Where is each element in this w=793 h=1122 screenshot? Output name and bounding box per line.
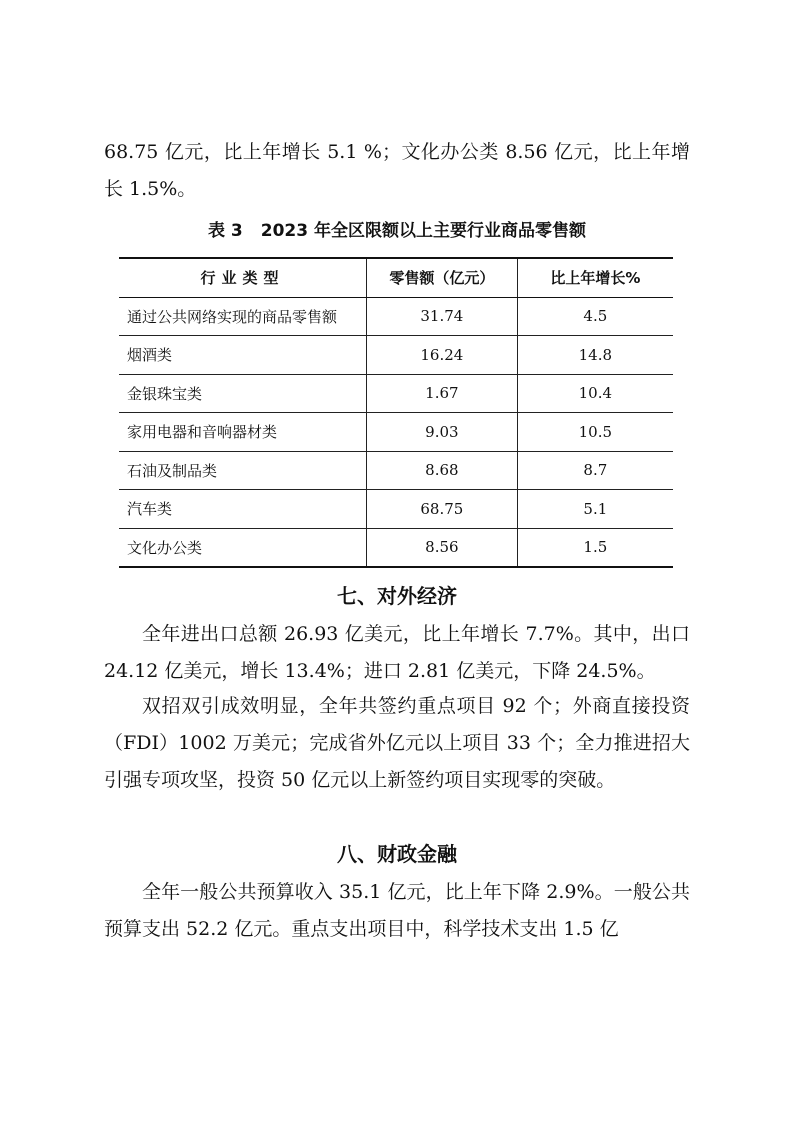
- foreign-trade-paragraph: 全年进出口总额 26.93 亿美元，比上年增长 7.7%。其中，出口 24.12 亿美元，增长 13.4%；进口 2.81 亿美元，下降 24.5%。: [104, 623, 690, 682]
- cell-sales: 16.24: [367, 336, 518, 375]
- cell-growth: 1.5: [517, 528, 673, 567]
- cell-growth: 4.5: [517, 297, 673, 336]
- table-header-row: [119, 258, 673, 297]
- retail-sales-table: [119, 257, 673, 568]
- cell-sales: 68.75: [367, 490, 518, 529]
- cell-sales: 8.56: [367, 528, 518, 567]
- investment-paragraph: 双招双引成效明显，全年共签约重点项目 92 个；外商直接投资（FDI）1002 万美元；完成省外亿元以上项目 33 个；全力推进招大引强专项攻坚，投资 50 亿元以上新签约项目实现零的突破。: [104, 695, 690, 791]
- cell-growth: 10.5: [517, 413, 673, 452]
- table-row: [119, 336, 673, 375]
- cell-sales: 31.74: [367, 297, 518, 336]
- header-sales: 零售额（亿元）: [367, 258, 518, 297]
- table-row: [119, 297, 673, 336]
- cell-growth: 8.7: [517, 451, 673, 490]
- table-number: 表 3: [208, 221, 243, 241]
- section-heading-finance: 八、财政金融: [337, 842, 457, 866]
- table-row: [119, 413, 673, 452]
- table-title: 2023 年全区限额以上主要行业商品零售额: [260, 221, 586, 241]
- table-row: [119, 490, 673, 529]
- table-row: [119, 374, 673, 413]
- table-row: [119, 451, 673, 490]
- cell-sales: 8.68: [367, 451, 518, 490]
- cell-growth: 14.8: [517, 336, 673, 375]
- cell-industry: 石油及制品类: [119, 451, 367, 490]
- intro-paragraph: 68.75 亿元，比上年增长 5.1 %；文化办公类 8.56 亿元，比上年增长 1.5%。: [104, 141, 690, 200]
- section-heading-foreign-economy: 七、对外经济: [337, 584, 457, 608]
- header-growth: 比上年增长%: [517, 258, 673, 297]
- cell-industry: 文化办公类: [119, 528, 367, 567]
- cell-sales: 9.03: [367, 413, 518, 452]
- cell-growth: 10.4: [517, 374, 673, 413]
- cell-industry: 通过公共网络实现的商品零售额: [119, 297, 367, 336]
- table-row: [119, 528, 673, 567]
- cell-sales: 1.67: [367, 374, 518, 413]
- cell-industry: 烟酒类: [119, 336, 367, 375]
- cell-industry: 金银珠宝类: [119, 374, 367, 413]
- cell-growth: 5.1: [517, 490, 673, 529]
- header-industry: 行业类型: [119, 258, 367, 297]
- cell-industry: 家用电器和音响器材类: [119, 413, 367, 452]
- finance-paragraph: 全年一般公共预算收入 35.1 亿元，比上年下降 2.9%。一般公共预算支出 52.2 亿元。重点支出项目中，科学技术支出 1.5 亿: [104, 881, 690, 940]
- table-caption: [104, 216, 690, 246]
- cell-industry: 汽车类: [119, 490, 367, 529]
